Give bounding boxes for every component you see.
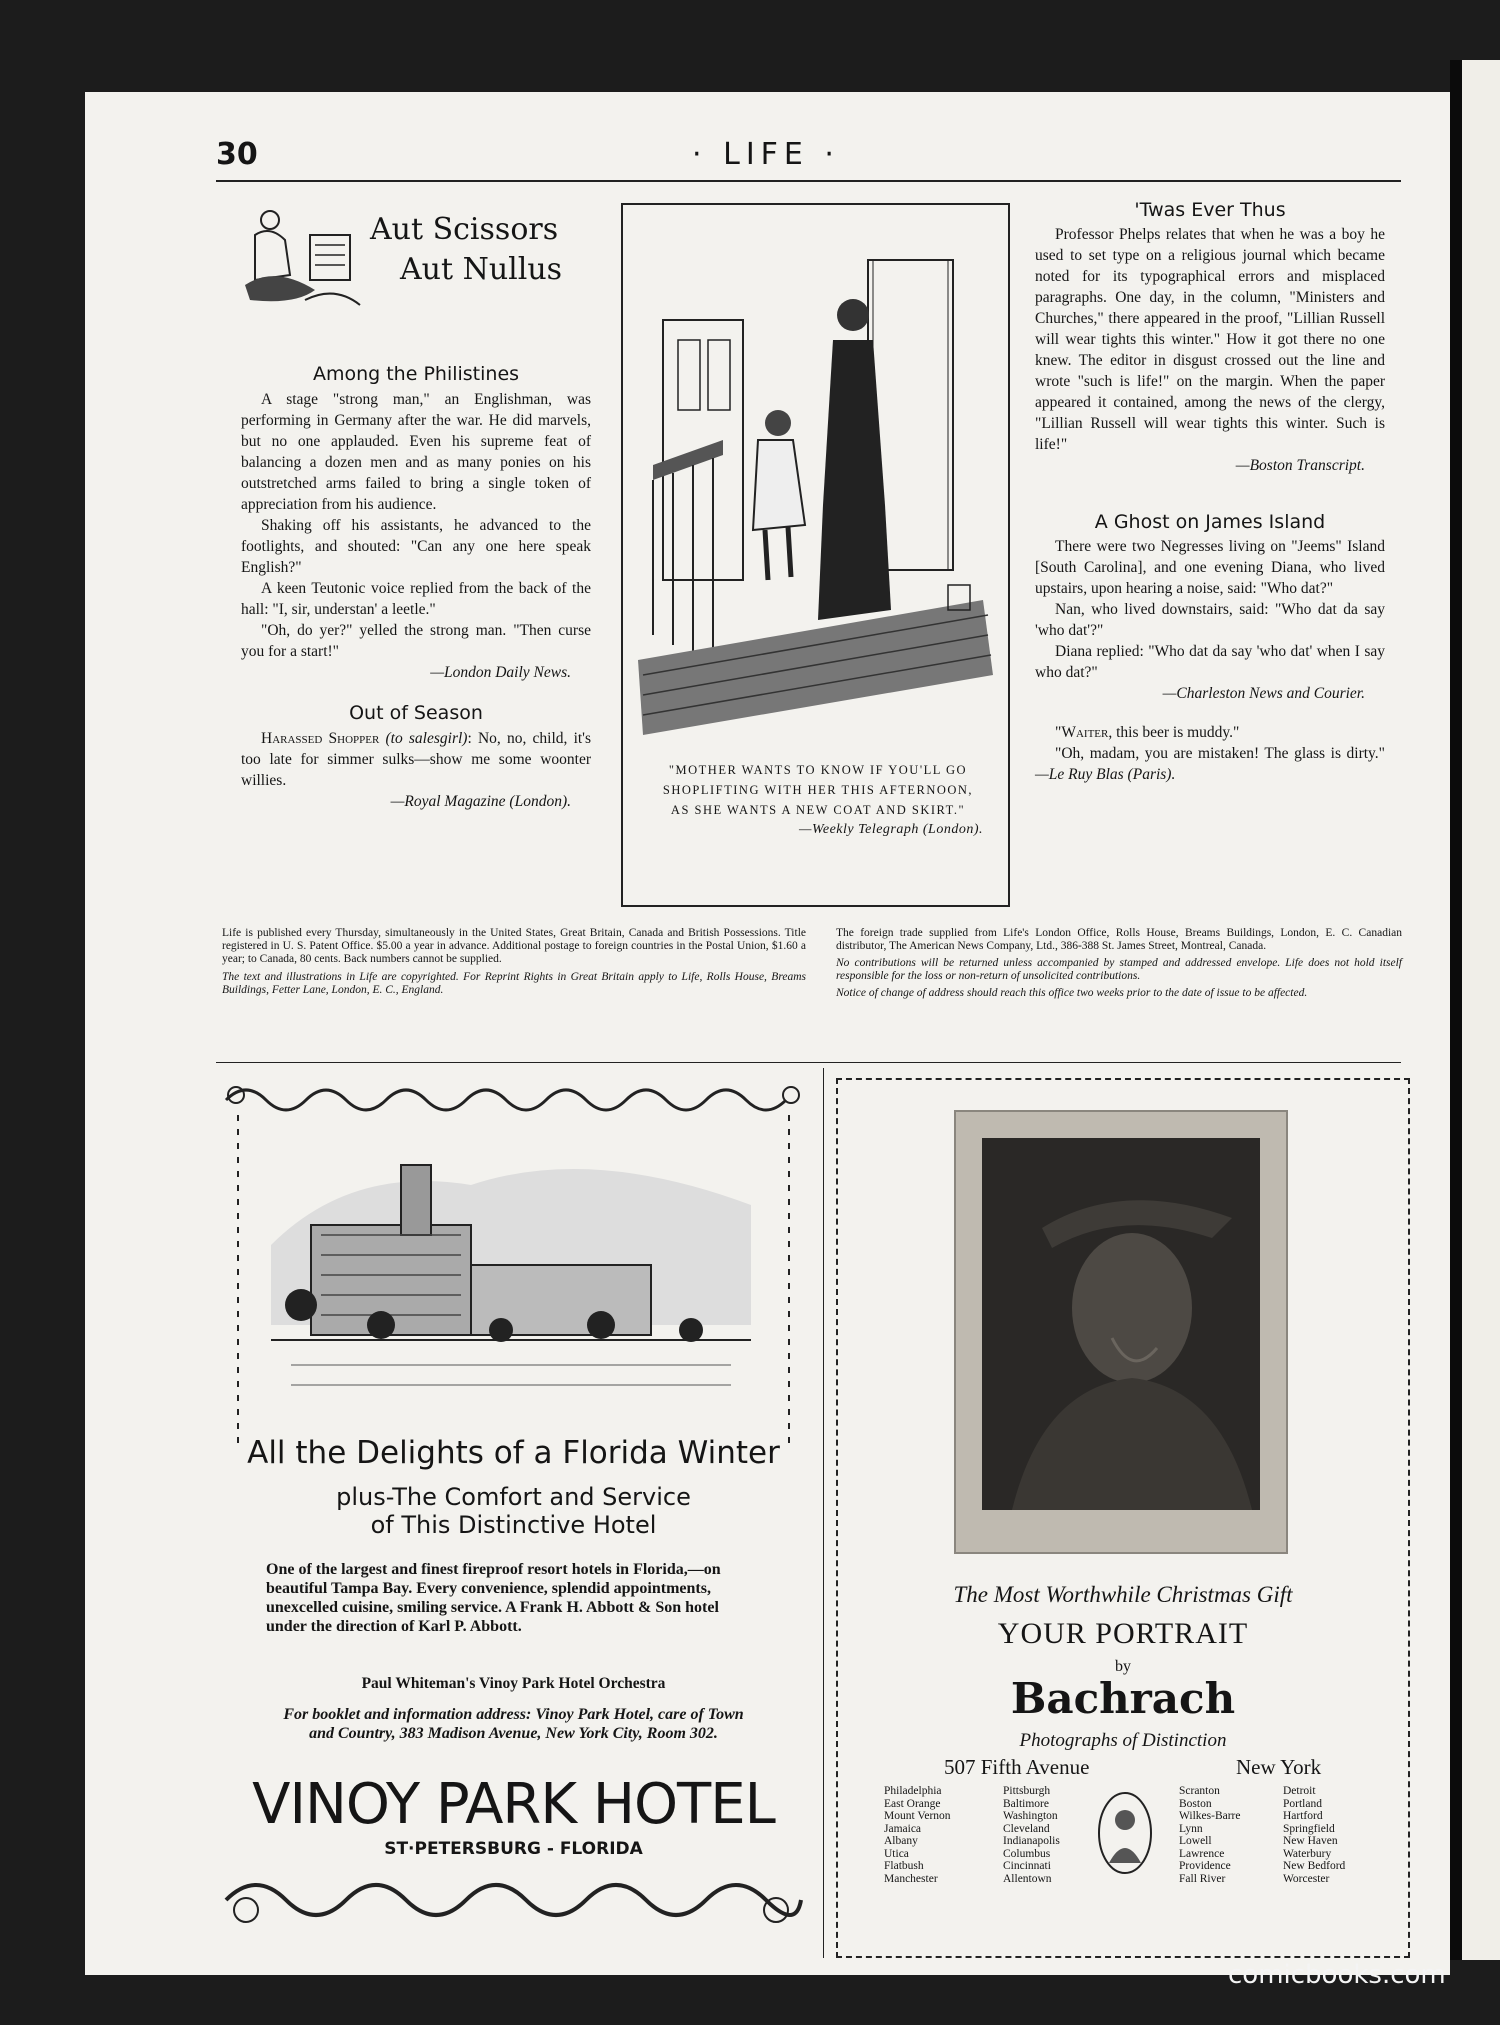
city-name: Hartford	[1283, 1810, 1323, 1822]
page-header	[131, 135, 1401, 175]
city-list-1	[884, 1785, 951, 1885]
cartoon-source: —Weekly Telegraph (London).	[799, 822, 983, 837]
article-paragraph: A keen Teutonic voice replied from the back of the hall: "I, sir, understan' a leetle."	[241, 580, 591, 618]
vinoy-park-hotel-ad	[216, 1075, 811, 1955]
article-title: Among the Philistines	[312, 363, 520, 385]
notice-text: Life is published every Thursday, simultaneously in the United States, Great Britain, Canada and British Possessions. Title registered in U. S. Patent Office. $5.00 a year in advance. Additional postage to foreign countries in the Postal Union, $1.60 a year; to Canada, 80 cents. Back numbers cannot be supplied.	[222, 927, 806, 965]
city-name: Portland	[1283, 1797, 1322, 1810]
ad-orchestra: Paul Whiteman's Vinoy Park Hotel Orchestra	[361, 1675, 666, 1692]
portrait-figure	[982, 1138, 1260, 1510]
article-paragraph: Shaking off his assistants, he advanced to the footlights, and shouted: "Can any one here speak English?"	[241, 517, 591, 576]
cartoon-panel	[621, 203, 1010, 907]
city-name: Washington	[1003, 1810, 1058, 1822]
cartoon-illustration	[623, 205, 1008, 750]
ad-headline: YOUR PORTRAIT	[997, 1617, 1249, 1650]
city-name: Lowell	[1179, 1835, 1212, 1847]
dialogue: this beer is muddy."	[1112, 724, 1240, 741]
city-name: Lynn	[1179, 1822, 1203, 1835]
city-name: Worcester	[1283, 1872, 1330, 1885]
page-number: 30	[216, 137, 258, 172]
bachrach-portrait-ad	[836, 1078, 1410, 1958]
article-paragraph	[241, 728, 591, 791]
article-title: A Ghost on James Island	[1094, 511, 1326, 533]
publication-notice-left	[222, 927, 806, 997]
article-source: —Charleston News and Courier.	[1162, 685, 1365, 702]
article-paragraph: Professor Phelps relates that when he was a boy he used to set type on a religious journal which became noted for its typographical errors and misplaced paragraphs. One day, in the column, "Ministers and Churches," there appeared in the proof, "Lillian Russell will wear tights this winter." How it got there no one knew. The editor in disgust crossed out the line and wrote "such is life!" on the margin. When the paper appeared it contained, among the news of the clergy, "Lillian Russell will wear tights this winter. Such is life!"	[1035, 226, 1385, 453]
city-name: Philadelphia	[884, 1785, 942, 1797]
article-source: —Royal Magazine (London).	[390, 793, 571, 810]
city-list-3	[1179, 1785, 1240, 1885]
speaker: "Waiter,	[1055, 724, 1113, 741]
portrait-mount	[954, 1110, 1288, 1554]
ad-tagline: The Most Worthwhile Christmas Gift	[953, 1582, 1293, 1607]
binding-shadow	[1450, 60, 1462, 1960]
hotel-illustration	[271, 1125, 751, 1415]
notice-text: No contributions will be returned unless accompanied by stamped and addressed envelope. Life does not hold itself responsible for the loss or non-return of unsolicited contributions.	[836, 957, 1402, 982]
city-name: New Bedford	[1283, 1860, 1346, 1872]
magazine-title: · LIFE ·	[692, 137, 840, 172]
city-name: New Haven	[1283, 1835, 1338, 1847]
city-name: Pittsburgh	[1003, 1785, 1051, 1797]
ad-body: One of the largest and finest fireproof resort hotels in Florida,—on beautiful Tampa Bay. Every convenience, splendid appointments, unexcelled cuisine, smiling service. A Frank H. Abbott & Son hotel under the direction of Karl P. Abbott.	[266, 1561, 721, 1635]
cameo-emblem-icon	[1095, 1788, 1155, 1878]
logo-line-2: Aut Nullus	[400, 252, 563, 287]
studio-city: New York	[1236, 1755, 1322, 1779]
notice-text: Notice of change of address should reach this office two weeks prior to the date of issue to be affected.	[836, 987, 1308, 999]
ornamental-border-top-icon	[216, 1075, 811, 1115]
site-watermark: comicbooks.com	[1228, 1960, 1446, 1990]
brand-name: Bachrach	[1010, 1674, 1236, 1723]
right-column	[1035, 200, 1385, 785]
city-list-2	[1003, 1785, 1060, 1885]
column-logo	[235, 205, 605, 325]
city-name: Boston	[1179, 1797, 1212, 1810]
notice-text: The foreign trade supplied from Life's London Office, Rolls House, Breams Buildings, London, E. C. Canadian distributor, The American News Company, Ltd., 386-388 St. James Street, Montreal, Canada.	[836, 927, 1402, 952]
hotel-location: ST·PETERSBURG - FLORIDA	[384, 1839, 643, 1859]
city-name: Utica	[884, 1847, 909, 1860]
studio-address: 507 Fifth Avenue	[944, 1755, 1090, 1779]
city-name: Providence	[1179, 1860, 1231, 1872]
section-rule	[216, 1062, 1401, 1063]
ad-subheadline: plus-The Comfort and Service	[336, 1483, 691, 1511]
city-name: Baltimore	[1003, 1797, 1049, 1810]
publication-notice-right	[836, 927, 1402, 1000]
city-name: Springfield	[1283, 1822, 1335, 1835]
dialogue: "Oh, madam, you are mistaken! The glass is dirty."	[1055, 745, 1385, 762]
article-source: —London Daily News.	[430, 664, 571, 681]
article-paragraph: There were two Negresses living on "Jeems" Island [South Carolina], and one evening Diana, who lived upstairs, upon hearing a noise, said: "Who dat?"	[1035, 538, 1385, 597]
city-name: Wilkes-Barre	[1179, 1810, 1241, 1822]
city-name: Albany	[884, 1835, 918, 1847]
ad-contact-info: For booklet and information address: Vinoy Park Hotel, care of Town and Country, 383 Madison Avenue, New York City, Room 302.	[283, 1706, 744, 1742]
ad-headline: All the Delights of a Florida Winter	[247, 1435, 780, 1471]
city-name: Indianapolis	[1003, 1835, 1060, 1847]
city-name: East Orange	[884, 1797, 941, 1810]
left-column	[241, 364, 591, 812]
article-paragraph: A stage "strong man," an Englishman, was performing in Germany after the war. He did marvels, but no one applauded. Even his supreme feat of balancing a dozen men and as many ponies on his outstretched arms failed to bring a single token of appreciation from his audience.	[241, 391, 591, 513]
article-source: —Le Ruy Blas (Paris).	[1035, 766, 1176, 783]
city-name: Lawrence	[1179, 1847, 1225, 1860]
column-divider	[823, 1068, 824, 1958]
city-name: Jamaica	[884, 1822, 922, 1835]
city-name: Mount Vernon	[884, 1810, 951, 1822]
ad-subheadline: of This Distinctive Hotel	[370, 1511, 657, 1539]
article-paragraph	[1035, 743, 1385, 785]
scissors-illustration-icon	[235, 205, 365, 315]
hotel-name: VINOY PARK HOTEL	[252, 1772, 775, 1837]
facing-page-edge	[1462, 60, 1500, 1960]
city-name: Cleveland	[1003, 1822, 1050, 1835]
ad-by: by	[1115, 1658, 1131, 1675]
ad-subheadline: Photographs of Distinction	[1019, 1730, 1227, 1751]
stage-direction: (to salesgirl)	[385, 730, 468, 747]
header-rule	[216, 180, 1401, 182]
city-name: Columbus	[1003, 1847, 1051, 1860]
ornamental-border-bottom-icon	[216, 1865, 811, 1935]
city-name: Flatbush	[884, 1860, 924, 1872]
notice-text: The text and illustrations in Life are copyrighted. For Reprint Rights in Great Britain apply to Life, Rolls House, Breams Buildings, Fetter Lane, London, E. C., England.	[222, 971, 806, 996]
city-name: Allentown	[1003, 1872, 1052, 1885]
city-name: Cincinnati	[1003, 1860, 1051, 1872]
article-title: Out of Season	[349, 702, 483, 724]
article-paragraph: Nan, who lived downstairs, said: "Who dat da say 'who dat'?"	[1035, 601, 1385, 639]
article-paragraph	[1035, 722, 1385, 743]
city-name: Scranton	[1179, 1785, 1220, 1797]
article-paragraph: "Oh, do yer?" yelled the strong man. "Then curse you for a start!"	[241, 622, 591, 660]
dialogue: : No, no, child, it's too late for simmer sulks—show me some woonter willies.	[241, 730, 592, 789]
city-name: Manchester	[884, 1872, 938, 1885]
article-source: —Boston Transcript.	[1235, 457, 1365, 474]
article-paragraph: Diana replied: "Who dat da say 'who dat' when I say who dat?"	[1035, 643, 1385, 681]
city-list-4	[1283, 1785, 1345, 1885]
city-name: Detroit	[1283, 1785, 1316, 1797]
article-title: 'Twas Ever Thus	[1134, 199, 1286, 221]
speaker: Harassed Shopper	[261, 730, 380, 747]
cartoon-caption: "MOTHER WANTS TO KNOW IF YOU'LL GO SHOPLIFTING WITH HER THIS AFTERNOON, AS SHE WANTS A NEW COAT AND SKIRT."	[662, 763, 974, 817]
portrait-photo	[982, 1138, 1260, 1510]
logo-line-1: Aut Scissors	[370, 212, 559, 247]
city-name: Waterbury	[1283, 1847, 1332, 1860]
city-name: Fall River	[1179, 1872, 1226, 1885]
